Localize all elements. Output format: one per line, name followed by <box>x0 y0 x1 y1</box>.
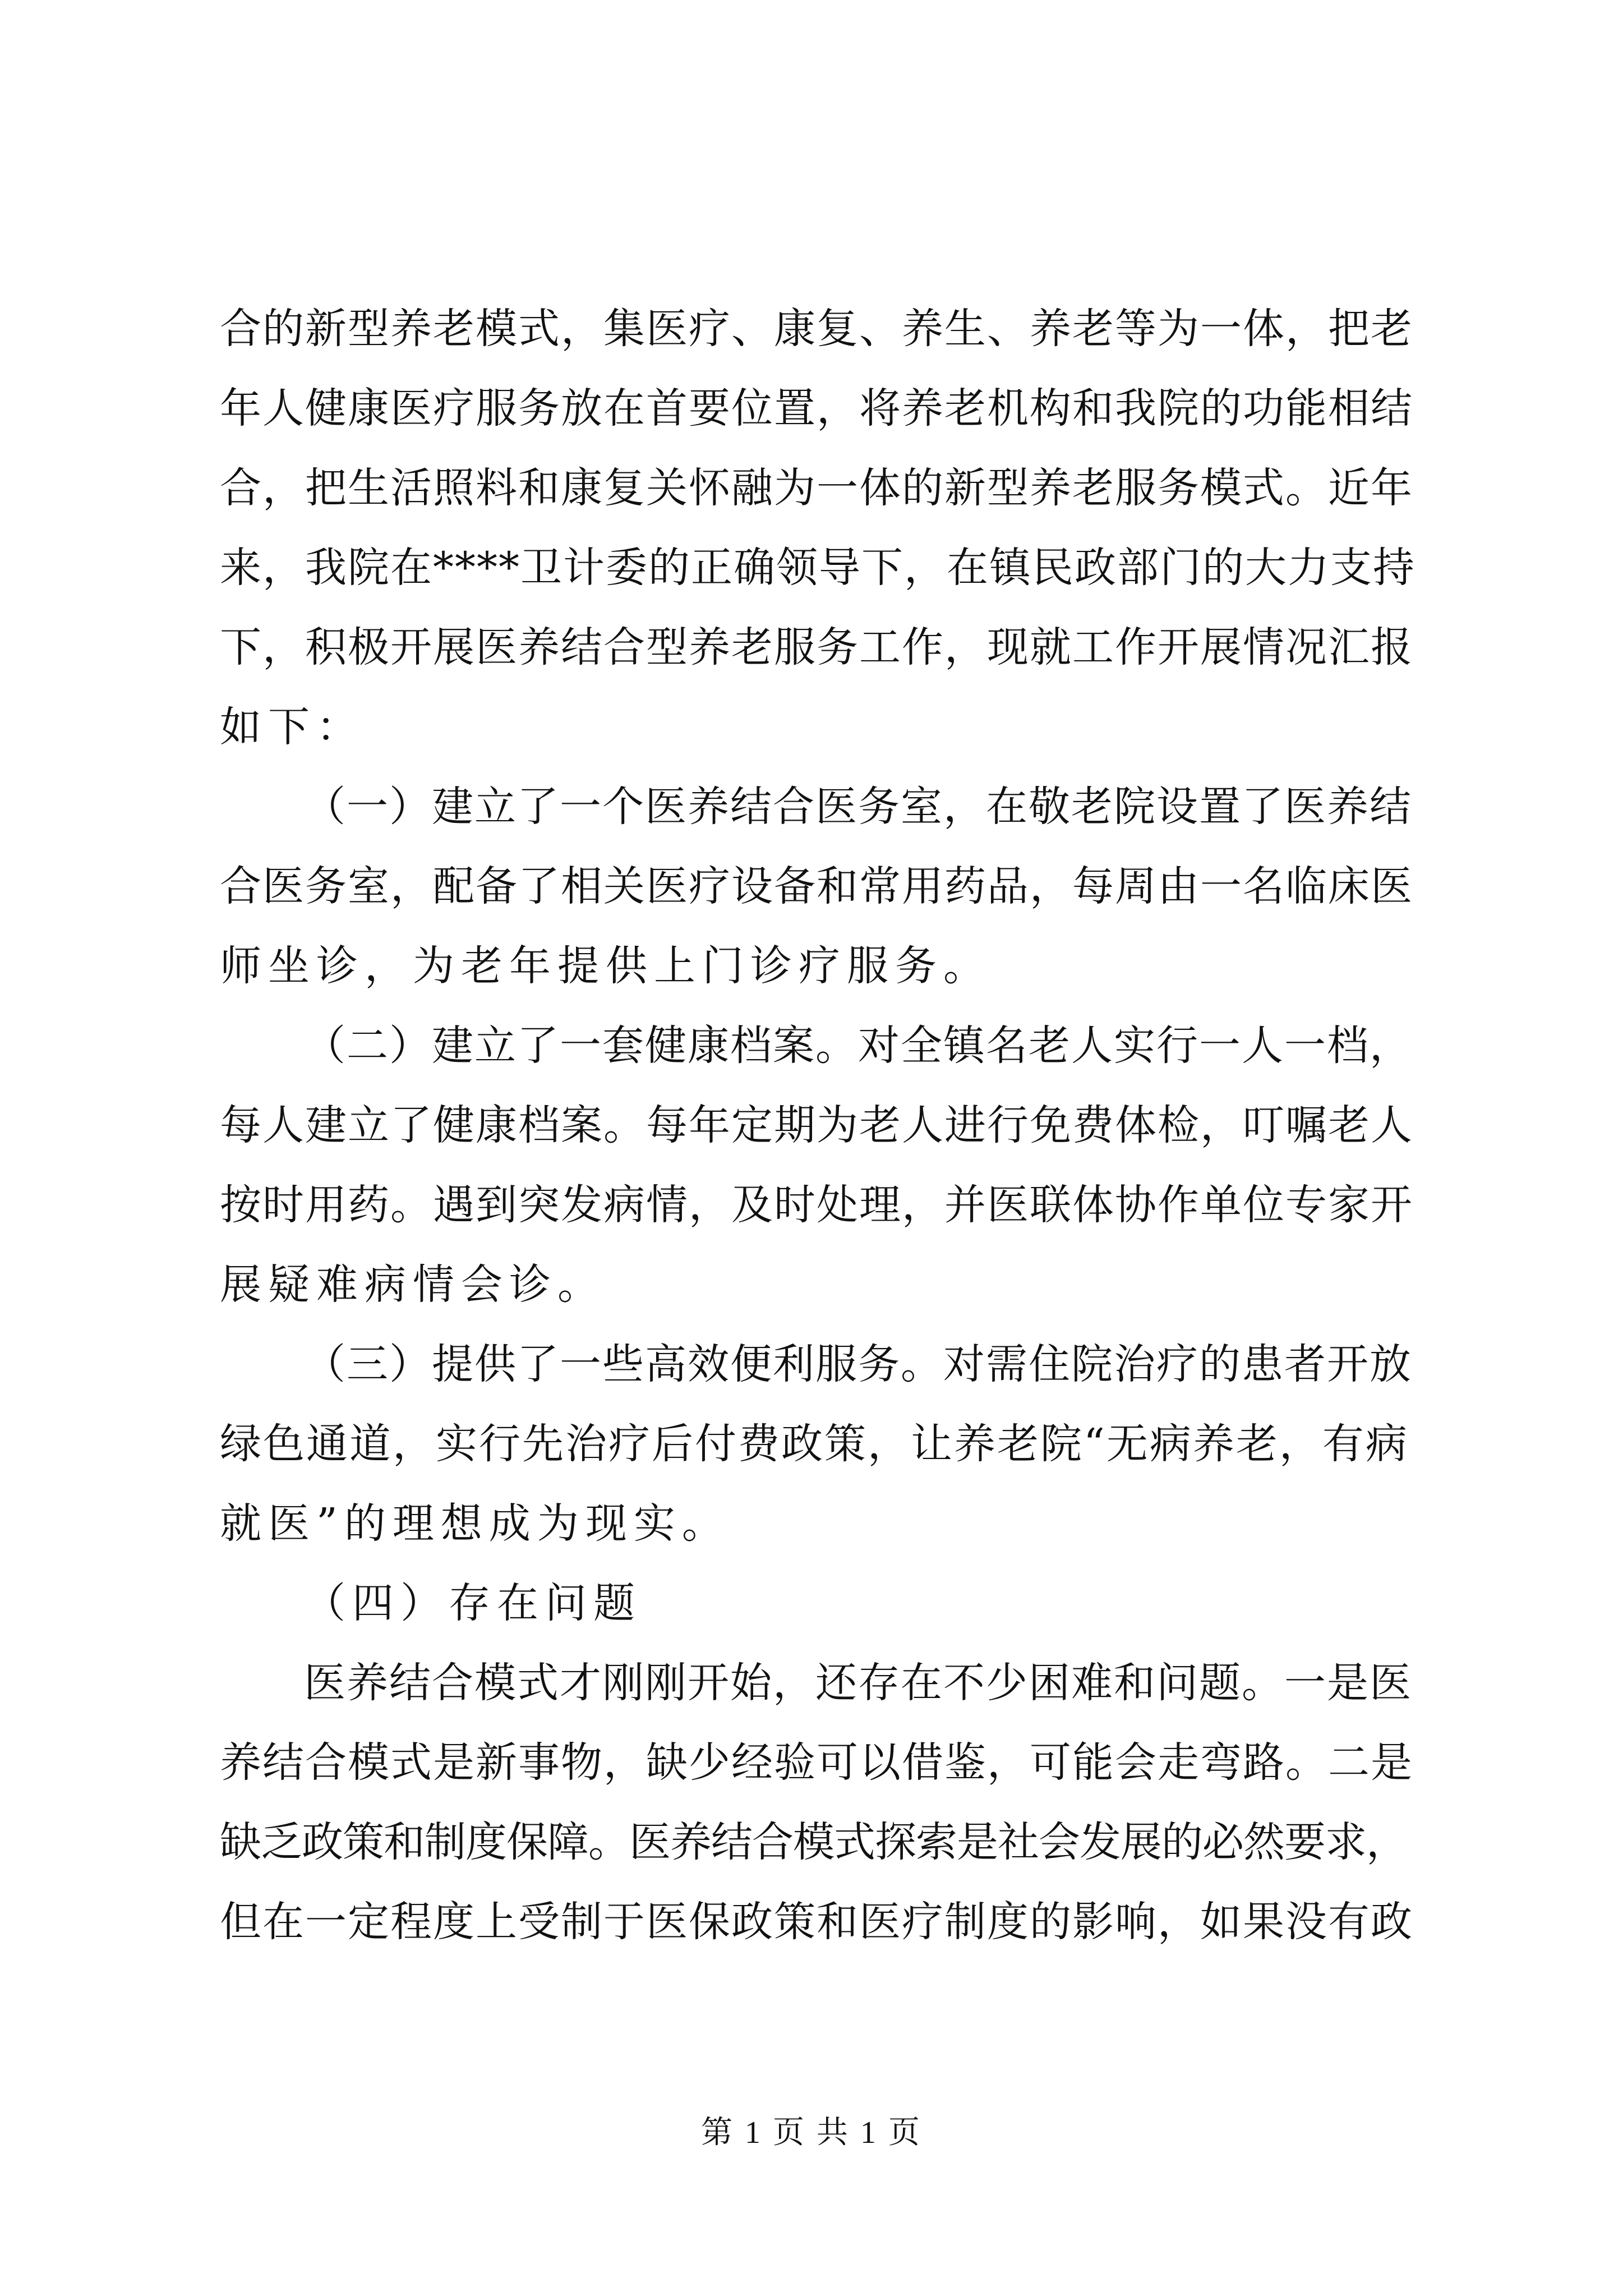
body-line: 合医务室，配备了相关医疗设备和常用药品，每周由一名临床医 <box>220 862 1413 910</box>
body-line: 就医”的理想成为现实。 <box>220 1499 730 1548</box>
body-line: 合，把生活照料和康复关怀融为一体的新型养老服务模式。近年 <box>220 464 1413 512</box>
body-line: 年人健康医疗服务放在首要位置，将养老机构和我院的功能相结 <box>220 384 1413 432</box>
page-footer: 第 1 页 共 1 页 <box>701 2115 922 2150</box>
body-line: 但在一定程度上受制于医保政策和医疗制度的影响，如果没有政 <box>220 1898 1413 1946</box>
body-line: 医养结合模式才刚刚开始，还存在不少困难和问题。一是医 <box>304 1659 1412 1707</box>
body-line: 师坐诊，为老年提供上门诊疗服务。 <box>220 942 992 990</box>
body-line: （二）建立了一套健康档案。对全镇名老人实行一人一档， <box>304 1022 1412 1070</box>
body-line: （四）存在问题 <box>304 1579 642 1627</box>
body-line: 每人建立了健康档案。每年定期为老人进行免费体检，叮嘱老人 <box>220 1101 1413 1149</box>
body-line: 合的新型养老模式，集医疗、康复、养生、养老等为一体，把老 <box>220 305 1413 353</box>
body-line: 下，积极开展医养结合型养老服务工作，现就工作开展情况汇报 <box>220 623 1413 671</box>
body-line: 展疑难病情会诊。 <box>220 1260 606 1309</box>
body-line: 绿色通道，实行先治疗后付费政策，让养老院“无病养老，有病 <box>220 1420 1409 1468</box>
body-line: 养结合模式是新事物，缺少经验可以借鉴，可能会走弯路。二是 <box>220 1738 1413 1787</box>
document-body <box>220 289 1420 1962</box>
body-line: 缺乏政策和制度保障。医养结合模式探索是社会发展的必然要求， <box>220 1818 1407 1866</box>
body-line: 按时用药。遇到突发病情，及时处理，并医联体协作单位专家开 <box>220 1181 1413 1229</box>
body-line: 如下： <box>220 703 365 751</box>
body-line: （三）提供了一些高效便利服务。对需住院治疗的患者开放 <box>304 1340 1412 1388</box>
body-line: （一）建立了一个医养结合医务室，在敬老院设置了医养结 <box>304 783 1412 831</box>
body-line: 来，我院在****卫计委的正确领导下，在镇民政部门的大力支持 <box>220 544 1415 592</box>
